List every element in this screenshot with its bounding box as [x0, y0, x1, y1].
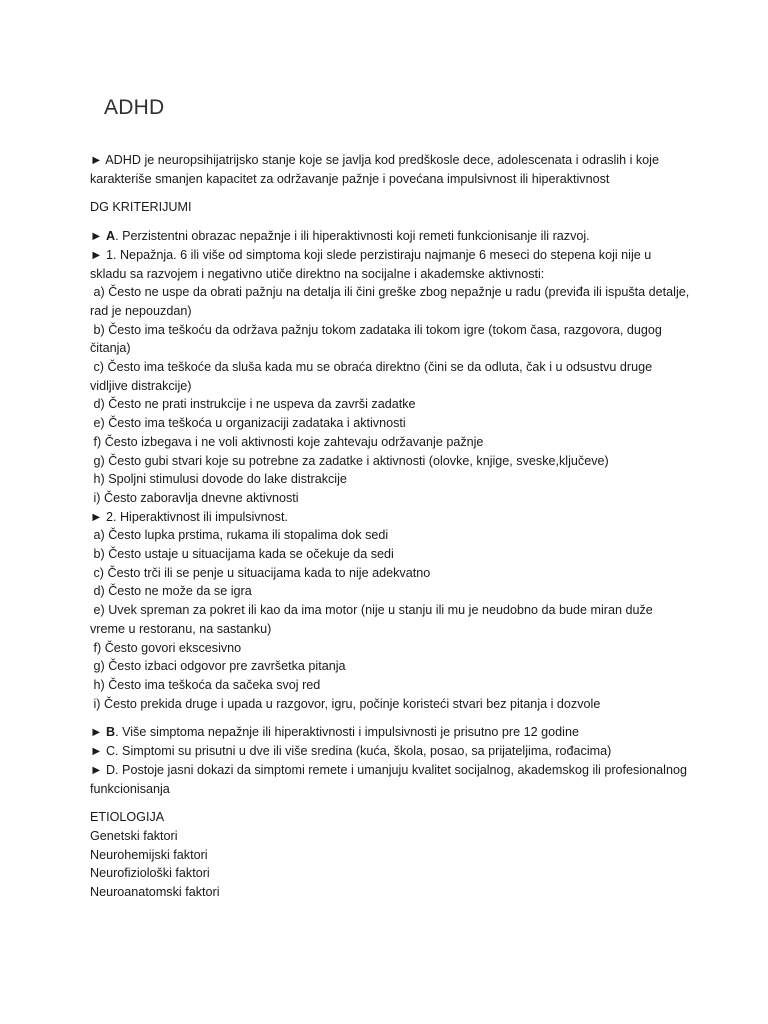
list-item: e) Uvek spreman za pokret ili kao da ima motor (nije u stanju ili mu je neudobno da bude miran duže vreme u restoranu, na sastanku): [90, 603, 657, 636]
nepaznja-header: ► 1. Nepažnja. 6 ili više od simptoma koji slede perzistiraju najmanje 6 meseci do stepena koji nije u skladu sa razvojem i negativno utiče direktno na socijalne i akademske aktivnosti:: [90, 247, 655, 281]
list-item: e) Često ima teškoća u organizaciji zadataka i aktivnosti: [90, 416, 406, 431]
list-item: d) Često ne može da se igra: [90, 584, 252, 599]
list-item: i) Često zaboravlja dnevne aktivnosti: [90, 490, 299, 505]
criterion-b: [90, 723, 690, 742]
document-body: [90, 151, 693, 902]
criterion-c: ► C. Simptomi su prisutni u dve ili više sredina (kuća, škola, posao, sa prijateljima, rođacima): [90, 744, 612, 759]
criterion-b-bullet: ►: [90, 725, 106, 740]
list-item: i) Često prekida druge i upada u razgovor, igru, počinje koristeći stvari bez pitanja i dozvole: [90, 696, 601, 711]
list-item: Neurohemijski faktori: [90, 847, 208, 862]
etiologija-heading: ETIOLOGIJA: [90, 810, 165, 825]
list-item: c) Često ima teškoće da sluša kada mu se obraća direktno (čini se da odluta, čak i u odsustvu druge vidljive distrakcije): [90, 360, 656, 393]
list-item: h) Često ima teškoća da sačeka svoj red: [90, 677, 321, 692]
intro-paragraph: ► ADHD je neuropsihijatrijsko stanje koje se javlja kod predškosle dece, adolescenata i odraslih i koje karakteriše smanjen kapacitet za održavanje pažnje i povećana impulsivnost ili hiperaktivnost: [90, 153, 663, 186]
list-item: f) Često govori ekscesivno: [90, 640, 242, 655]
list-item: Neurofiziološki faktori: [90, 866, 210, 881]
criterion-a-text: . Perzistentni obrazac nepažnje i ili hiperaktivnosti koji remeti funkcionisanje ili razvoj.: [115, 229, 590, 244]
criterion-a-bullet: ►: [90, 229, 106, 244]
criterion-b-text: . Više simptoma nepažnje ili hiperaktivnosti i impulsivnosti je prisutno pre 12 godine: [115, 725, 579, 740]
criterion-b-letter: B: [105, 725, 116, 740]
list-item: Genetski faktori: [90, 828, 178, 843]
list-item: h) Spoljni stimulusi dovode do lake distrakcije: [90, 472, 347, 487]
list-item: b) Često ima teškoću da održava pažnju tokom zadataka ili tokom igre (tokom časa, razgovora, dugog čitanja): [90, 322, 666, 356]
hiperaktivnost-header: ► 2. Hiperaktivnost ili impulsivnost.: [90, 509, 288, 524]
list-item: d) Često ne prati instrukcije i ne uspeva da završi zadatke: [90, 397, 416, 412]
list-item: f) Često izbegava i ne voli aktivnosti koje zahtevaju održavanje pažnje: [90, 434, 484, 449]
list-item: g) Često izbaci odgovor pre završetka pitanja: [90, 659, 346, 674]
criterion-a: [90, 227, 690, 246]
list-item: a) Često lupka prstima, rukama ili stopalima dok sedi: [90, 528, 389, 543]
list-item: b) Često ustaje u situacijama kada se očekuje da sedi: [90, 547, 394, 562]
dg-criteria-heading: DG KRITERIJUMI: [90, 200, 192, 215]
list-item: c) Često trči ili se penje u situacijama kada to nije adekvatno: [90, 565, 431, 580]
list-item: Neuroanatomski faktori: [90, 885, 220, 900]
list-item: g) Često gubi stvari koje su potrebne za zadatke i aktivnosti (olovke, knjige, sveske,ključeve): [90, 453, 609, 468]
criterion-d: ► D. Postoje jasni dokazi da simptomi remete i umanjuju kvalitet socijalnog, akademskog ili profesionalnog funkcionisanja: [90, 762, 691, 796]
criterion-a-letter: A: [105, 229, 116, 244]
document-title: ADHD: [104, 96, 165, 119]
list-item: a) Često ne uspe da obrati pažnju na detalja ili čini greške zbog nepažnje u radu (previđa ili ispušta detalje, rad je nepouzdan): [90, 285, 693, 318]
